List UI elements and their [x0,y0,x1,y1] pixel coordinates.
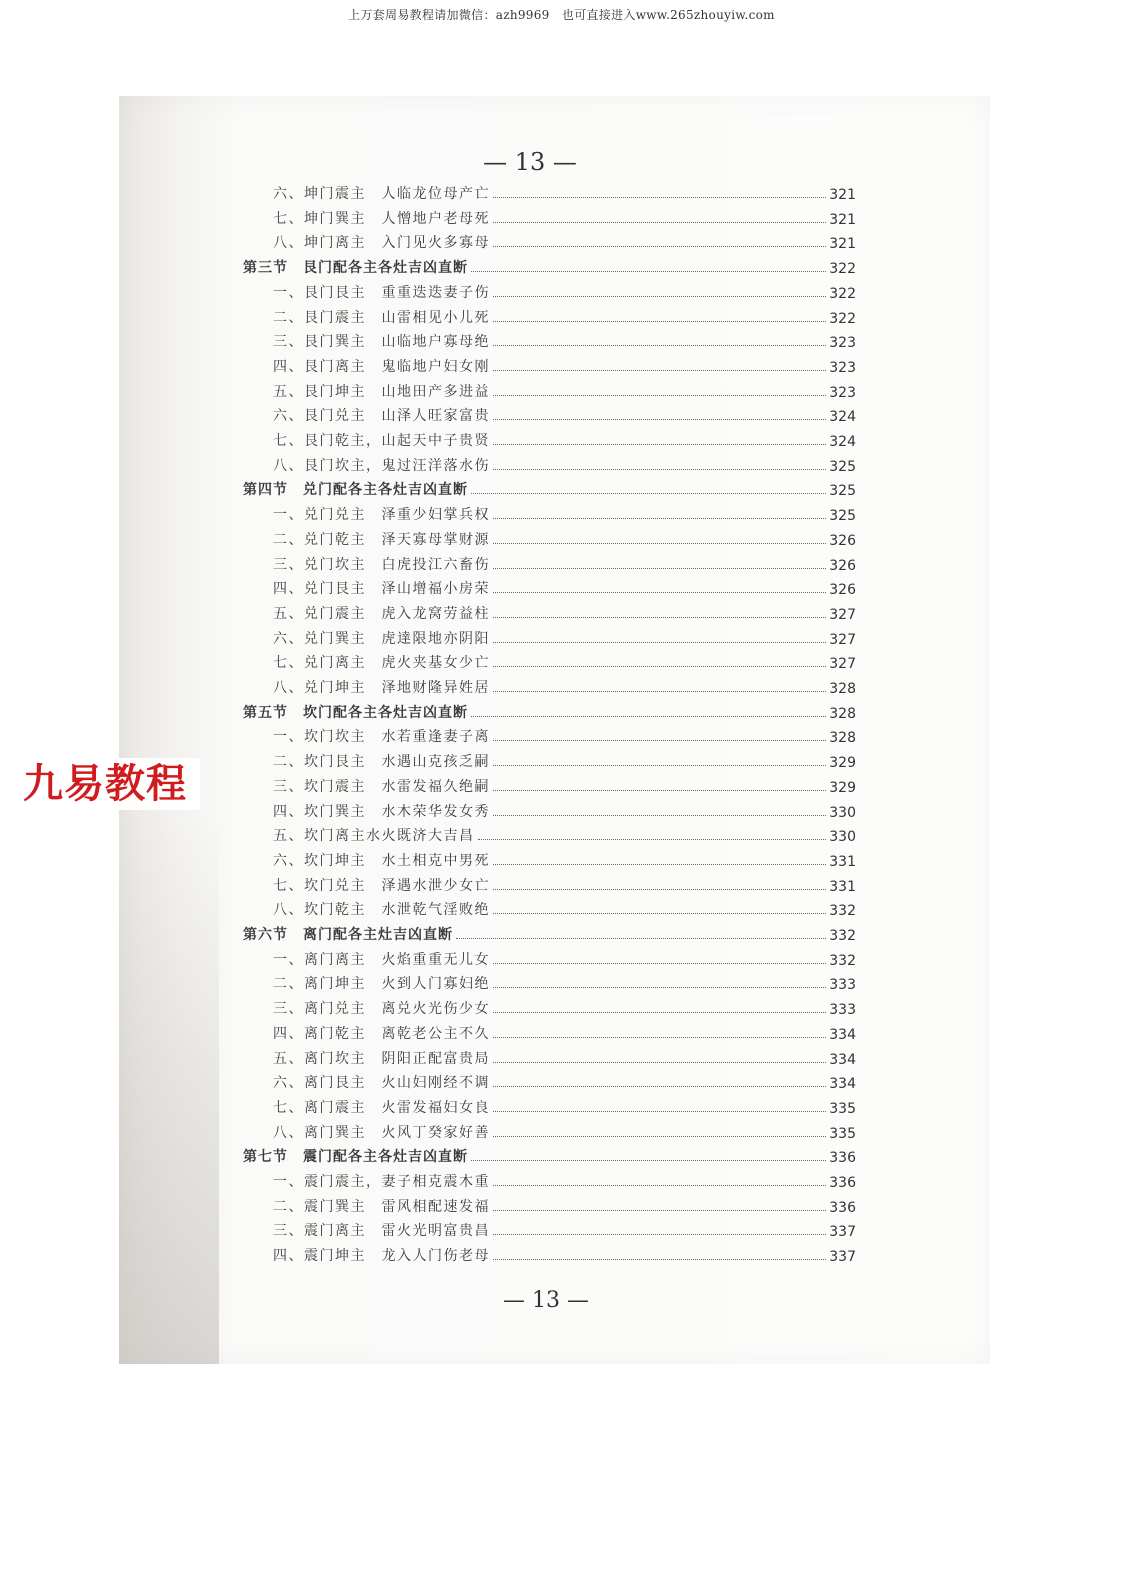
toc-item-row [273,749,856,771]
dot-leader [471,270,826,272]
dot-leader [493,690,826,692]
toc-label: 三、坎门震主 水雷发福久绝嗣 [273,779,490,795]
dot-leader [493,863,826,865]
toc-item-row [273,181,856,203]
toc-page-number: 333 [829,1002,856,1018]
toc-label: 七、兑门离主 虎火夹基女少亡 [273,655,490,671]
toc-page-number: 323 [829,360,856,376]
dot-leader [493,591,826,593]
toc-item-row [273,799,856,821]
toc-label: 二、震门巽主 雷风相配速发福 [273,1199,490,1215]
dot-leader [471,492,826,494]
dot-leader [493,245,826,247]
dot-leader [493,739,826,741]
toc-item-row [273,823,856,845]
dot-leader [493,542,826,544]
toc-page-number: 330 [829,829,856,845]
toc-item-row [273,428,856,450]
toc-section-row [243,922,856,944]
toc-item-row [273,354,856,376]
dot-leader [493,468,826,470]
toc-label: 四、震门坤主 龙入人门伤老母 [273,1248,490,1264]
toc-page-number: 334 [829,1027,856,1043]
toc-page-number: 321 [829,236,856,252]
toc-label: 三、兑门坎主 白虎投江六畜伤 [273,557,490,573]
toc-page-number: 334 [829,1076,856,1092]
toc-item-row [273,379,856,401]
dot-leader [493,1233,826,1235]
toc-page-number: 324 [829,434,856,450]
dot-leader [493,196,826,198]
toc-label: 八、艮门坎主，鬼过汪洋落水伤 [273,458,490,474]
toc-label: 四、兑门艮主 泽山增福小房荣 [273,581,490,597]
toc-page-number: 331 [829,854,856,870]
dot-leader [493,443,826,445]
toc-page-number: 333 [829,977,856,993]
toc-item-row [273,1021,856,1043]
toc-item-row [273,1194,856,1216]
toc-page-number: 323 [829,385,856,401]
toc-label: 二、艮门震主 山雷相见小儿死 [273,310,490,326]
dot-leader [493,1184,826,1186]
dot-leader [493,1061,826,1063]
dot-leader [493,1036,826,1038]
dot-leader [493,814,826,816]
toc-item-row [273,848,856,870]
toc-label: 第七节 震门配各主各灶吉凶直断 [243,1149,468,1165]
dot-leader [471,1159,826,1161]
dot-leader [493,517,826,519]
toc-label: 二、离门坤主 火到人门寡妇绝 [273,976,490,992]
toc-page-number: 321 [829,187,856,203]
toc-item-row [273,947,856,969]
toc-label: 五、离门坎主 阴阳正配富贵局 [273,1051,490,1067]
dot-leader [493,1085,826,1087]
toc-label: 七、坤门巽主 人憎地户老母死 [273,211,490,227]
toc-page-number: 334 [829,1052,856,1068]
toc-item-row [273,897,856,919]
toc-page-number: 327 [829,607,856,623]
toc-item-row [273,305,856,327]
toc-item-row [273,650,856,672]
toc-label: 二、坎门艮主 水遇山克孩乏嗣 [273,754,490,770]
toc-label: 三、艮门巽主 山临地户寡母绝 [273,334,490,350]
toc-page-number: 337 [829,1249,856,1265]
dot-leader [493,320,826,322]
toc-item-row [273,626,856,648]
toc-label: 第四节 兑门配各主各灶吉凶直断 [243,482,468,498]
dot-leader [493,764,826,766]
dot-leader [471,715,826,717]
dot-leader [493,888,826,890]
toc-item-row [273,576,856,598]
toc-page-number: 328 [829,730,856,746]
toc-label: 四、离门乾主 离乾老公主不久 [273,1026,490,1042]
dot-leader [493,962,826,964]
toc-item-row [273,329,856,351]
dot-leader [493,295,826,297]
toc-label: 八、坎门乾主 水泄乾气淫败绝 [273,902,490,918]
toc-label: 七、离门震主 火雷发福妇女良 [273,1100,490,1116]
toc-item-row [273,280,856,302]
dot-leader [493,641,826,643]
dot-leader [493,986,826,988]
toc-label: 六、艮门兑主 山泽人旺家富贵 [273,408,490,424]
toc-section-row [243,255,856,277]
toc-page-number: 326 [829,558,856,574]
toc-label: 四、坎门巽主 水木荣华发女秀 [273,804,490,820]
toc-item-row [273,1243,856,1265]
toc-item-row [273,675,856,697]
toc-label: 八、坤门离主 入门见火多寡母 [273,235,490,251]
watermark-logo: 九易教程 [10,758,200,810]
toc-label: 六、离门艮主 火山妇刚经不调 [273,1075,490,1091]
dot-leader [493,1110,826,1112]
toc-label: 六、坤门震主 人临龙位母产亡 [273,186,490,202]
dot-leader [493,1209,826,1211]
toc-page-number: 322 [829,286,856,302]
dot-leader [493,344,826,346]
toc-label: 一、艮门艮主 重重迭迭妻子伤 [273,285,490,301]
toc-page-number: 327 [829,656,856,672]
toc-item-row [273,996,856,1018]
toc-page-number: 337 [829,1224,856,1240]
toc-page-number: 332 [829,903,856,919]
toc-page-number: 324 [829,409,856,425]
toc-page-number: 336 [829,1200,856,1216]
toc-section-row [243,700,856,722]
toc-page-number: 322 [829,311,856,327]
toc-label: 六、兑门巽主 虎達限地亦阴阳 [273,631,490,647]
toc-page-number: 332 [829,928,856,944]
dot-leader [493,394,826,396]
toc-label: 六、坎门坤主 水土相克中男死 [273,853,490,869]
dot-leader [478,838,827,840]
toc-item-row [273,453,856,475]
toc-item-row [273,230,856,252]
toc-item-row [273,502,856,524]
dot-leader [493,789,826,791]
toc-label: 第六节 离门配各主灶吉凶直断 [243,927,453,943]
toc-item-row [273,206,856,228]
toc-label: 五、兑门震主 虎入龙窝劳益柱 [273,606,490,622]
toc-page-number: 327 [829,632,856,648]
toc-page-number: 325 [829,483,856,499]
toc-page-number: 325 [829,459,856,475]
toc-label: 七、坎门兑主 泽遇水泄少女亡 [273,878,490,894]
toc-section-row [243,1144,856,1166]
toc-item-row [273,403,856,425]
toc-item-row [273,1046,856,1068]
toc-page-number: 321 [829,212,856,228]
page-number-top: — 13 — [483,148,577,176]
top-banner: 上万套周易教程请加微信：azh9969 也可直接进入www.265zhouyiw.com [348,8,775,22]
dot-leader [493,1011,826,1013]
toc-label: 七、艮门乾主，山起天中子贵贤 [273,433,490,449]
toc-page-number: 332 [829,953,856,969]
toc-label: 八、离门巽主 火风丁癸家好善 [273,1125,490,1141]
toc-item-row [273,552,856,574]
toc-item-row [273,774,856,796]
toc-label: 八、兑门坤主 泽地财隆异姓居 [273,680,490,696]
toc-item-row [273,1070,856,1092]
toc-page-number: 335 [829,1101,856,1117]
toc-item-row [273,873,856,895]
toc-label: 五、坎门离主水火既济大吉昌 [273,828,475,844]
toc-label: 一、坎门坎主 水若重逢妻子离 [273,729,490,745]
toc-label: 一、兑门兑主 泽重少妇掌兵权 [273,507,490,523]
toc-page-number: 322 [829,261,856,277]
toc-label: 第五节 坎门配各主各灶吉凶直断 [243,705,468,721]
toc-page-number: 326 [829,582,856,598]
toc-item-row [273,971,856,993]
dot-leader [493,1258,826,1260]
toc-page-number: 326 [829,533,856,549]
dot-leader [493,1135,826,1137]
toc-item-row [273,1218,856,1240]
toc-item-row [273,601,856,623]
toc-label: 四、艮门离主 鬼临地户妇女刚 [273,359,490,375]
toc-label: 三、离门兑主 离兑火光伤少女 [273,1001,490,1017]
toc-label: 五、艮门坤主 山地田产多进益 [273,384,490,400]
dot-leader [493,369,826,371]
dot-leader [493,912,826,914]
toc-item-row [273,527,856,549]
toc-page-number: 328 [829,681,856,697]
toc-section-row [243,477,856,499]
dot-leader [493,665,826,667]
dot-leader [493,418,826,420]
page-number-bottom: — 13 — [503,1288,589,1313]
toc-page-number: 331 [829,879,856,895]
dot-leader [493,567,826,569]
toc-page-number: 329 [829,780,856,796]
toc-page-number: 328 [829,706,856,722]
toc-label: 一、离门离主 火焰重重无儿女 [273,952,490,968]
toc-page-number: 336 [829,1175,856,1191]
toc-item-row [273,1169,856,1191]
toc-page-number: 325 [829,508,856,524]
toc-page-number: 336 [829,1150,856,1166]
toc-item-row [273,1120,856,1142]
dot-leader [493,221,826,223]
dot-leader [493,616,826,618]
toc-page-number: 330 [829,805,856,821]
toc-item-row [273,1095,856,1117]
toc-page-number: 335 [829,1126,856,1142]
toc-label: 二、兑门乾主 泽天寡母掌财源 [273,532,490,548]
toc-label: 三、震门离主 雷火光明富贵昌 [273,1223,490,1239]
toc-page-number: 329 [829,755,856,771]
dot-leader [456,937,826,939]
toc-label: 一、震门震主，妻子相克震木重 [273,1174,490,1190]
toc-item-row [273,724,856,746]
toc-label: 第三节 艮门配各主各灶吉凶直断 [243,260,468,276]
toc-page-number: 323 [829,335,856,351]
